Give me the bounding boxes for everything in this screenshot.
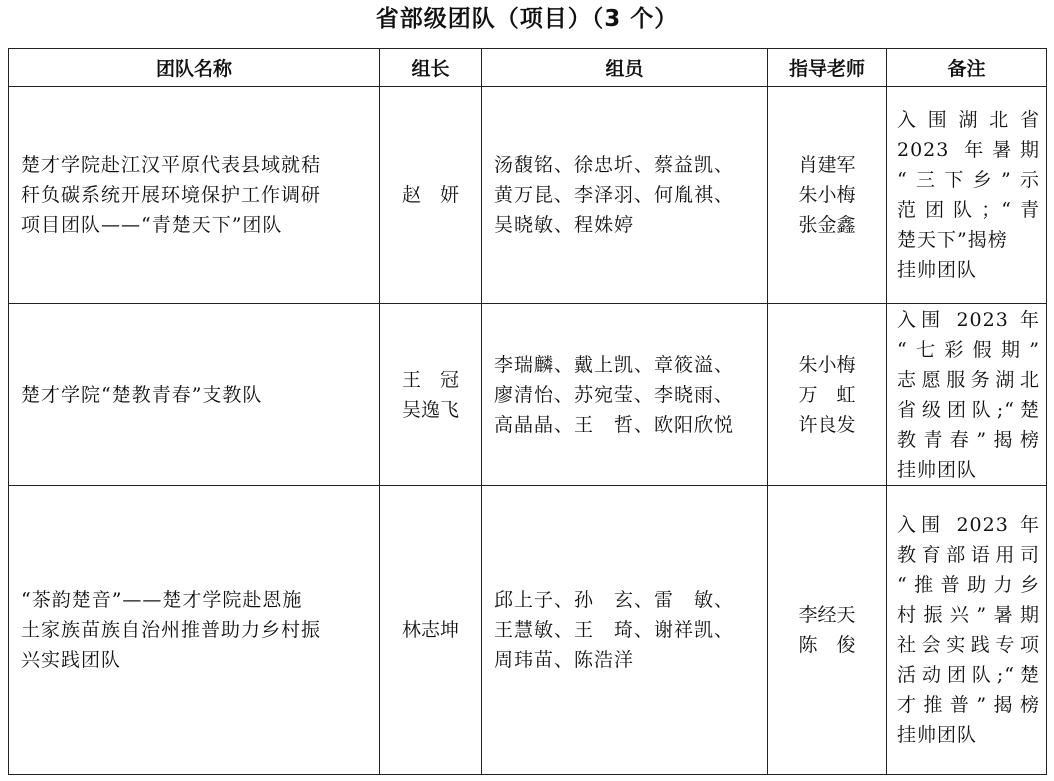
team-name-line: 楚才学院赴江汉平原代表县域就秸: [21, 154, 322, 176]
remark-line: 社会实践专项: [897, 634, 1040, 656]
members-line: 汤馥铭、徐忠圻、蔡益凯、: [494, 154, 735, 176]
remark-line: 省级团队;“楚: [897, 398, 1040, 421]
members-line: 李瑞麟、戴上凯、章筱溢、: [494, 353, 735, 376]
members-cell: [482, 486, 768, 775]
remarks-cell: [887, 304, 1047, 486]
team-name-cell: [9, 87, 380, 304]
remark-line: 挂帅团队: [897, 724, 978, 746]
remark-line: 才推普”揭榜: [897, 694, 1040, 716]
mentor-name: 肖建军: [798, 154, 856, 176]
remarks-cell: [887, 87, 1047, 304]
remark-line: 教青春”揭榜: [897, 428, 1040, 451]
table-row: [9, 486, 1047, 775]
table-row: [9, 87, 1047, 304]
team-name-line: 项目团队——“青楚天下”团队: [21, 214, 283, 236]
team-name-line: 兴实践团队: [21, 649, 122, 671]
remark-line: 范团队；“青: [897, 199, 1040, 221]
header-mentors: 指导老师: [768, 49, 887, 87]
members-cell: [482, 304, 768, 486]
remark-line: 2023 年暑期: [897, 139, 1040, 161]
team-name-line: “茶韵楚音”——楚才学院赴恩施: [21, 589, 303, 611]
remark-line: 入围 2023 年: [897, 308, 1040, 331]
remark-line: 活动团队;“楚: [897, 664, 1040, 686]
members-line: 廖清怡、苏宛莹、李晓雨、: [494, 383, 735, 406]
mentor-name: 朱小梅: [798, 184, 856, 206]
mentor-name: 李经天: [798, 604, 856, 626]
page-title: 省部级团队（项目）（3 个）: [375, 6, 679, 32]
remark-line: 挂帅团队: [897, 458, 978, 481]
members-cell: [482, 87, 768, 304]
header-leader: 组长: [380, 49, 482, 87]
team-name-cell: [9, 486, 380, 775]
header-team-name: 团队名称: [9, 49, 380, 87]
leader-name: 王 冠: [401, 368, 459, 391]
members-line: 周玮苗、陈浩洋: [494, 649, 635, 671]
leader-cell: [380, 304, 482, 486]
mentor-name: 陈 俊: [798, 634, 856, 656]
members-line: 邱上子、孙 玄、雷 敏、: [494, 589, 735, 611]
leader-name: 林志坤: [401, 619, 459, 641]
header-remarks: 备注: [887, 49, 1047, 87]
remark-line: 志愿服务湖北: [897, 368, 1040, 391]
remark-line: “推普助力乡: [897, 574, 1040, 596]
header-members: 组员: [482, 49, 768, 87]
members-line: 黄万昆、李泽羽、何胤祺、: [494, 184, 735, 206]
remark-line: 楚天下”揭榜: [897, 229, 1008, 251]
team-name-line: 土家族苗族自治州推普助力乡村振: [21, 619, 322, 641]
leader-cell: [380, 486, 482, 775]
remark-line: “七彩假期”: [897, 338, 1040, 361]
table-row: [9, 304, 1047, 486]
mentor-name: 张金鑫: [798, 214, 856, 236]
mentors-cell: [768, 304, 887, 486]
team-name-line: 秆负碳系统开展环境保护工作调研: [21, 184, 322, 206]
table-header-row: [9, 49, 1047, 87]
remark-line: “三下乡”示: [897, 169, 1040, 191]
members-line: 高晶晶、王 哲、欧阳欣悦: [494, 413, 735, 436]
team-table: [8, 48, 1047, 775]
remark-line: 入围湖北省: [897, 109, 1040, 131]
team-name-cell: [9, 304, 380, 486]
team-name-line: 楚才学院“楚教青春”支教队: [21, 383, 263, 406]
mentor-name: 万 虹: [798, 383, 856, 406]
remark-line: 教育部语用司: [897, 544, 1040, 566]
members-line: 王慧敏、王 琦、谢祥凯、: [494, 619, 735, 641]
mentor-name: 许良发: [798, 413, 856, 436]
mentor-name: 朱小梅: [798, 353, 856, 376]
members-line: 吴晓敏、程姝婷: [494, 214, 635, 236]
leader-name: 吴逸飞: [401, 398, 459, 421]
remarks-cell: [887, 486, 1047, 775]
mentors-cell: [768, 486, 887, 775]
remark-line: 挂帅团队: [897, 259, 978, 281]
leader-name: 赵 妍: [401, 184, 459, 206]
leader-cell: [380, 87, 482, 304]
remark-line: 村振兴”暑期: [897, 604, 1040, 626]
mentors-cell: [768, 87, 887, 304]
remark-line: 入围 2023 年: [897, 514, 1040, 536]
